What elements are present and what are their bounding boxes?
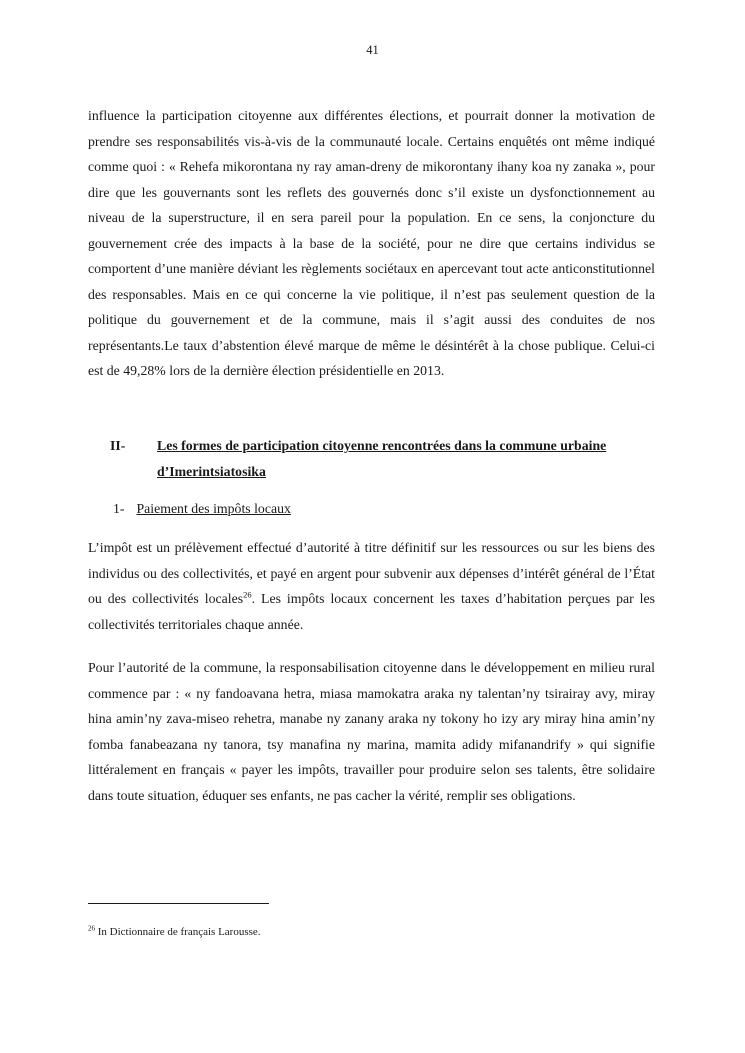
- footnote-divider: [88, 903, 269, 904]
- subsection-heading: [113, 496, 291, 522]
- footnote-text: In Dictionnaire de français Larousse.: [95, 926, 261, 938]
- footnote-marker: 26: [88, 924, 95, 933]
- footnote: [88, 924, 261, 940]
- subsection-number: 1-: [113, 501, 125, 516]
- paragraph-commune-authority: Pour l’autorité de la commune, la responsabilisation citoyenne dans le développement en milieu rural commence par : « ny fandoavana hetra, miasa mamokatra araka ny talentan’ny tsirairay avy, miray hina amin’ny zava-miseo rehetra, manabe ny zanany araka ny tokony ho izy ary miray hina amin’ny fomba fanabeazana ny tanora, tsy manafina ny marina, mamita adidy mifanandrify » qui signifie littéralement en français « payer les impôts, travailler pour produire selon ses talents, être solidaire dans toute situation, éduquer ses enfants, ne pas cacher la vérité, remplir ses obligations.: [88, 660, 655, 803]
- footnote-reference: 26: [243, 589, 252, 600]
- page-number: 41: [366, 43, 379, 57]
- section-number: II-: [110, 438, 126, 453]
- section-title: Les formes de participation citoyenne rencontrées dans la commune urbaine d’Imerintsiatosika: [157, 438, 607, 479]
- paragraph-impot-definition: [88, 535, 655, 637]
- paragraph-impot-text-end: . Les impôts locaux concernent les taxes d’habitation perçues par les collectivités territoriales chaque année.: [88, 591, 655, 632]
- paragraph-impot-text-start: L’impôt est un prélèvement effectué d’autorité à titre définitif sur les ressources ou sur les biens des individus ou des collectivités, et payé en argent pour subvenir aux dépenses d’intérêt général de l’État ou des collectivités locales: [88, 540, 655, 606]
- paragraph-abstention: influence la participation citoyenne aux différentes élections, et pourrait donner la motivation de prendre ses responsabilités vis-à-vis de la communauté locale. Certains enquêtés ont même indiqué comme quoi : « Rehefa mikorontana ny ray aman-dreny de mikorontany ihany koa ny zanaka », pour dire que les gouvernants sont les reflets des gouvernés donc s’il existe un dysfonctionnement au niveau de la superstructure, il en sera pareil pour la population. En ce sens, la conjoncture du gouvernement crée des impacts à la base de la société, pour ne dire que certains individus se comportent d’une manière déviant les règlements sociétaux en apercevant tout acte anticonstitutionnel des responsables. Mais en ce qui concerne la vie politique, il n’est pas seulement question de la politique du gouvernement et de la commune, mais il s’agit aussi des conduites de nos représentants.Le taux d’abstention élevé marque de même le désintérêt à la chose publique. Celui-ci est de 49,28% lors de la dernière élection présidentielle en 2013.: [88, 108, 655, 378]
- subsection-title: Paiement des impôts locaux: [136, 501, 291, 516]
